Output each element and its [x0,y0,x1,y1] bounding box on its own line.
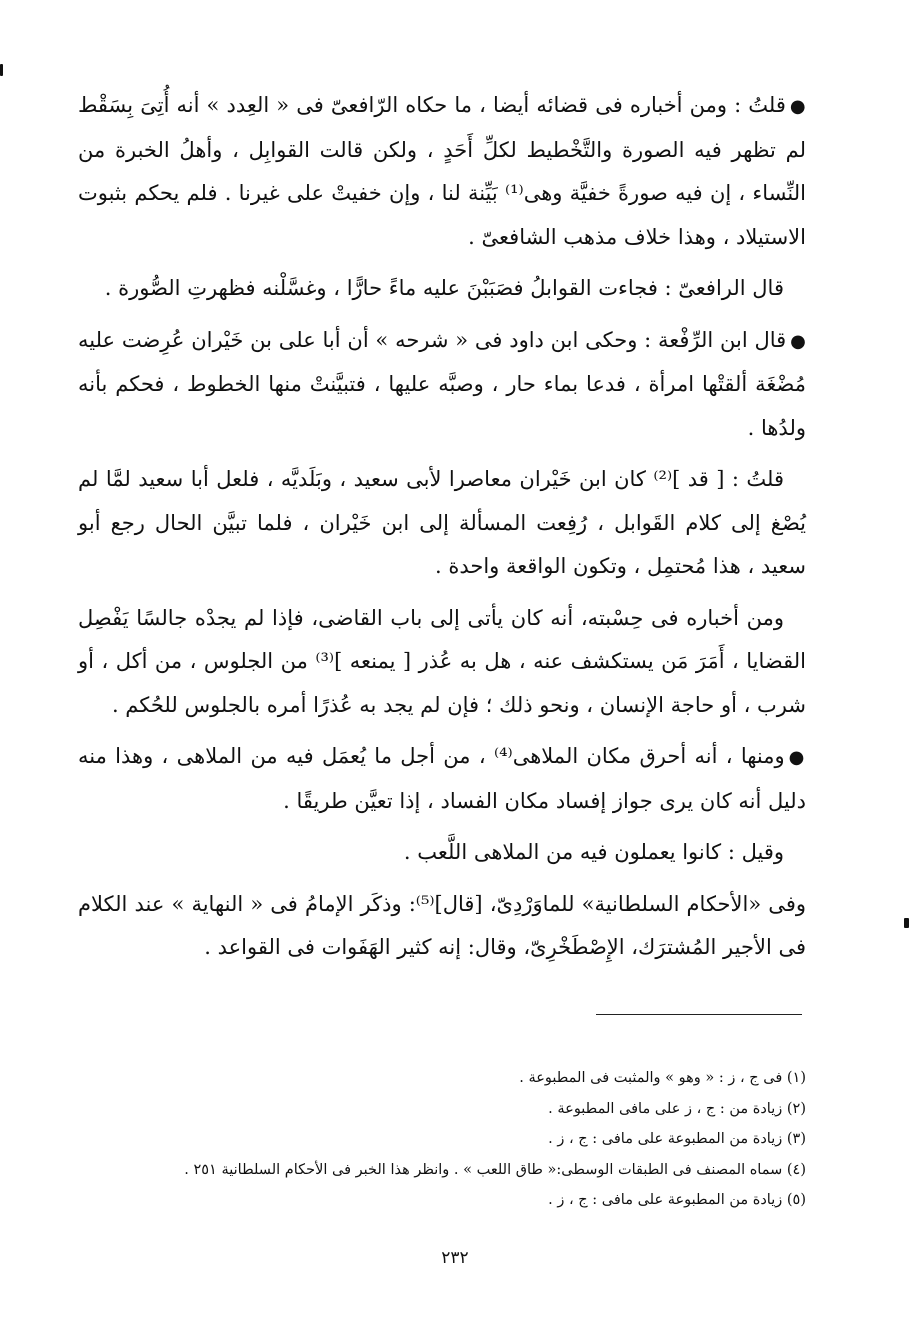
footnote-3: (٣) زيادة من المطبوعة على مافى : ج ، ز . [548,1131,806,1147]
bullet-dot: ● [788,747,807,768]
page-number: ٢٣٢ [441,1248,469,1268]
scan-speck-left-top [0,64,3,76]
paragraph-6 [78,735,806,823]
paragraph-text: قلتُ : ومن أخباره فى قضائه أيضا ، ما حكاه الرّافعىّ فى « العِدد » أنه أُتِىَ بِسَقْط لم تظهر فيه الصورة والتَّخْطيط لكلِّ أَحَدٍ ، ولكن قالت القوابِل ، وأهلُ الخبرة من النِّساء ، إن فيه صورةً خفيَّة وهى⁽¹⁾ بَيِّنة لنا ، وإن خفيتْ على غيرنا . فلم يحكم بثبوت الاستيلاد ، وهذا خلاف مذهب الشافعىّ . [78,93,806,249]
paragraph-text: ومن أخباره فى حِسْبته، أنه كان يأتى إلى باب القاضى، فإذا لم يجدْه جالسًا يَفْصِل القضايا ، أَمَرَ مَن يستكشف عنه ، هل به عُذر [ يمنعه ]⁽³⁾ من الجلوس ، من أكل ، أو شرب ، أو حاجة الإنسان ، ونحو ذلك ؛ فإن لم يجد به عُذرًا أمره بالجلوس للحُكم . [78,605,806,717]
paragraph-text: ومنها ، أنه أحرق مكان الملاهى⁽⁴⁾ ، من أجل ما يُعمَل فيه من الملاهى ، وهذا منه دليل أنه كان يرى جواز إفساد مكان الفساد ، إذا تعيَّن طريقًا . [78,744,806,813]
paragraph-7 [78,831,806,875]
paragraph-text: قال الرافعىّ : فجاءت القوابلُ فصَبَبْنَ عليه ماءً حارًّا ، وغسَّلْنه فظهرتِ الصُّورة . [104,276,784,300]
footnote-2: (٢) زيادة من : ج ، ز على مافى المطبوعة . [548,1100,806,1117]
main-text [78,84,806,978]
paragraph-text: وفى «الأحكام السلطانية» للماوَرْدِىّ، [قال]⁽⁵⁾: وذكَر الإمامُ فى « النهاية » عند الكلام فى الأجير المُشترَك، الإِصْطَخْرِىّ، وقال: إنه كثير الهَفَوات فى القواعد . [78,891,806,959]
paragraph-text: قلتُ : [ قد ]⁽²⁾ كان ابن خَيْران معاصرا لأبى سعيد ، وبَلَديَّه ، فلعل أبا سعيد لمَّا لم يُصْغ إلى كلام القَوابل ، رُفِعت المسألة إلى ابن خَيْران ، فلما تبيَّن الحال رجع أبو سعيد ، هذا مُحتمِل ، وتكون الواقعة واحدة . [78,467,806,578]
paragraph-1 [78,84,806,259]
paragraph-4 [78,458,806,589]
paragraph-text: قال ابن الرِّفْعة : وحكى ابن داود فى « شرحه » أن أبا على بن خَيْران عُرِضت عليه مُضْغَة ألقتْها امرأة ، فدعا بماء حار ، وصبَّه عليها ، فتبيَّنتْ منها الخطوط ، فحكم بأنه ولدُها . [78,327,806,440]
footnote-divider [596,1014,802,1015]
bullet-dot: ● [790,330,806,352]
paragraph-3 [78,319,806,451]
paragraph-5 [78,597,806,728]
scan-speck-right [904,918,909,928]
footnote-4: (٤) سماه المصنف فى الطبقات الوسطى:« طاق اللعب » . وانظر هذا الخبر فى الأحكام السلطانية ٢٥١ . [184,1161,806,1178]
bullet-dot: ● [789,96,806,117]
footnote-5: (٥) زيادة من المطبوعة على مافى : ج ، ز . [548,1192,806,1208]
footnotes [100,1063,806,1216]
footnote-1: (١) فى ج ، ز : « وهو » والمثبت فى المطبوعة . [519,1070,806,1086]
paragraph-8 [78,883,806,970]
paragraph-2 [78,267,806,311]
paragraph-text: وقيل : كانوا يعملون فيه من الملاهى اللَّعب . [403,840,784,864]
